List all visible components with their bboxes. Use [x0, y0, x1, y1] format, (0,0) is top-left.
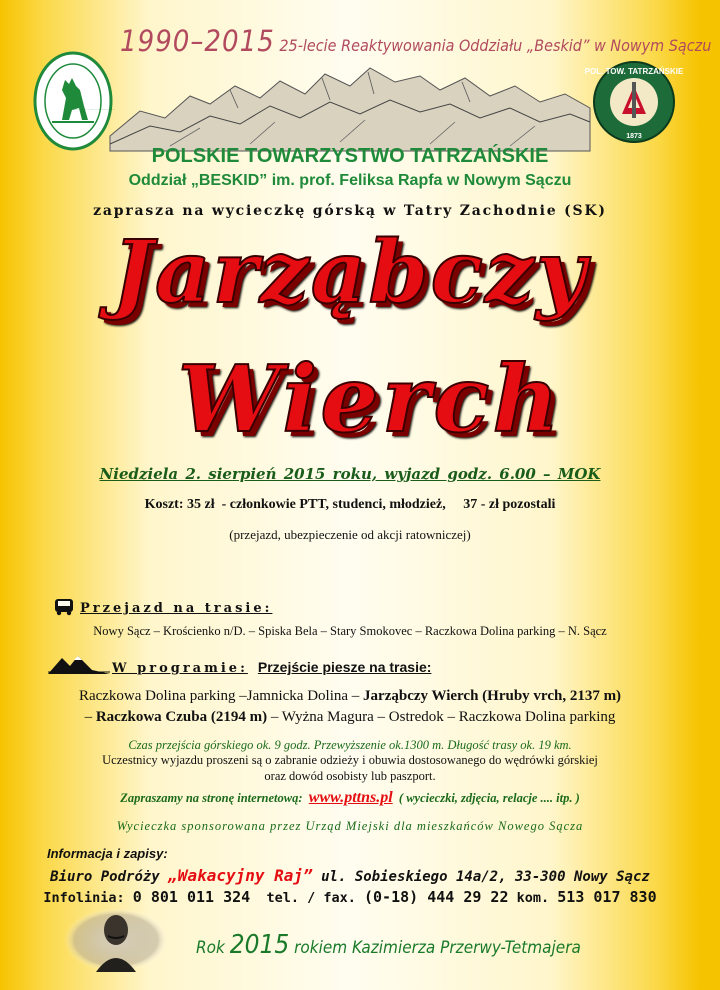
infoline-number: 0 801 011 324 [132, 888, 251, 906]
route-text: Nowy Sącz – Krościenko n/D. – Spiska Bela – Stary Smokovec – Raczkowa Dolina parking – N. Sącz [93, 624, 607, 638]
footer-prefix: Rok [196, 938, 230, 958]
org-name: POLSKIE TOWARZYSTWO TATRZAŃSKIE [151, 145, 549, 167]
website-link[interactable]: www.pttns.pl [308, 789, 393, 806]
anniversary-header [120, 24, 712, 58]
tel-number: (0-18) 444 29 22 [363, 888, 509, 906]
kom-label: kom. [508, 890, 558, 906]
footer-year-note [196, 930, 581, 960]
program-heading [112, 659, 431, 676]
agency-prefix: Biuro Podróży [50, 869, 169, 885]
date-line: Niedziela 2. sierpień 2015 roku, wyjazd godz. 6.00 – MOK [99, 465, 601, 483]
details-id: oraz dowód osobisty lub paszport. [264, 769, 436, 783]
cost-line: Koszt: 35 zł - członkowie PTT, studenci, młodzież, 37 - zł pozostali [144, 497, 556, 512]
logo-right-year: 1873 [626, 133, 642, 140]
trail-line-1-start: Raczkowa Dolina parking –Jamnicka Dolina – [78, 688, 364, 704]
trail-line-2-end: – Wyżna Magura – Ostredok – Raczkowa Dolina parking [267, 709, 616, 725]
kom-number: 513 017 830 [557, 888, 657, 906]
ptt-beskid-logo [32, 50, 114, 152]
mountain-hiker-icon [48, 652, 110, 674]
program-subheading: Przejście piesze na trasie: [257, 659, 432, 675]
tatra-mountains-sketch [110, 56, 590, 151]
logo-left-text: POLSKIE TOWARZYSTWO TATRZAŃSKIE • ODDZIAŁ NOWOSĄDECKI • "BESKID" [73, 110, 116, 111]
org-branch: Oddział „BESKID” im. prof. Feliksa Rapfa w Nowym Sączu [128, 172, 572, 189]
anniversary-text: 25-lecie Reaktywowania Oddziału „Beskid” w Nowym Sączu [279, 36, 712, 55]
program-title: W programie: [112, 661, 248, 676]
invite-line: zaprasza na wycieczkę górską w Tatry Zachodnie (SK) [93, 203, 607, 219]
agency-address: ul. Sobieskiego 14a/2, 33-300 Nowy Sącz [312, 869, 650, 885]
trail-line-2-dash: – [84, 709, 96, 725]
website-prefix: Zapraszamy na stronę internetową: [120, 791, 309, 805]
agency-line [0, 866, 700, 885]
route-heading: Przejazd na trasie: [80, 601, 273, 616]
details-time: Czas przejścia górskiego ok. 9 godz. Przewyższenie ok.1300 m. Długość trasy ok. 19 km. [128, 738, 572, 752]
logo-right-text: POL. TOW. TATRZAŃSKIE [584, 67, 684, 76]
ptt-emblem-logo [584, 60, 684, 144]
website-line [0, 789, 700, 807]
bus-icon [54, 598, 74, 616]
tel-label: tel. / fax. [250, 890, 364, 906]
info-heading: Informacja i zapisy: [47, 846, 168, 861]
details-gear: Uczestnicy wyjazdu proszeni są o zabranie odzieży i obuwia dostosowanego do wędrówki górskiej [102, 753, 598, 767]
sponsor-line: Wycieczka sponsorowana przez Urząd Miejski dla mieszkańców Nowego Sącza [116, 819, 584, 833]
trail-line-1 [0, 688, 700, 705]
footer-suffix: rokiem Kazimierza Przerwy-Tetmajera [289, 938, 581, 958]
cost-note: (przejazd, ubezpieczenie od akcji ratowniczej) [229, 527, 471, 542]
website-suffix: ( wycieczki, zdjęcia, relacje .... itp. ) [392, 791, 580, 805]
trail-peak-jarzabczy: Jarząbczy Wierch (Hruby vrch, 2137 m) [363, 688, 622, 704]
footer-year: 2015 [229, 930, 290, 960]
tetmajer-portrait [62, 900, 170, 972]
title-line-1: Jarząbczy [112, 222, 588, 323]
title-line-2: Wierch [177, 345, 563, 453]
trail-line-2 [0, 709, 700, 726]
trail-peak-raczkowa: Raczkowa Czuba (2194 m) [95, 709, 268, 725]
infoline-label: Infolinia: [43, 890, 133, 906]
agency-name: „Wakacyjny Raj” [168, 866, 313, 885]
anniversary-years: 1990–2015 [120, 24, 275, 58]
